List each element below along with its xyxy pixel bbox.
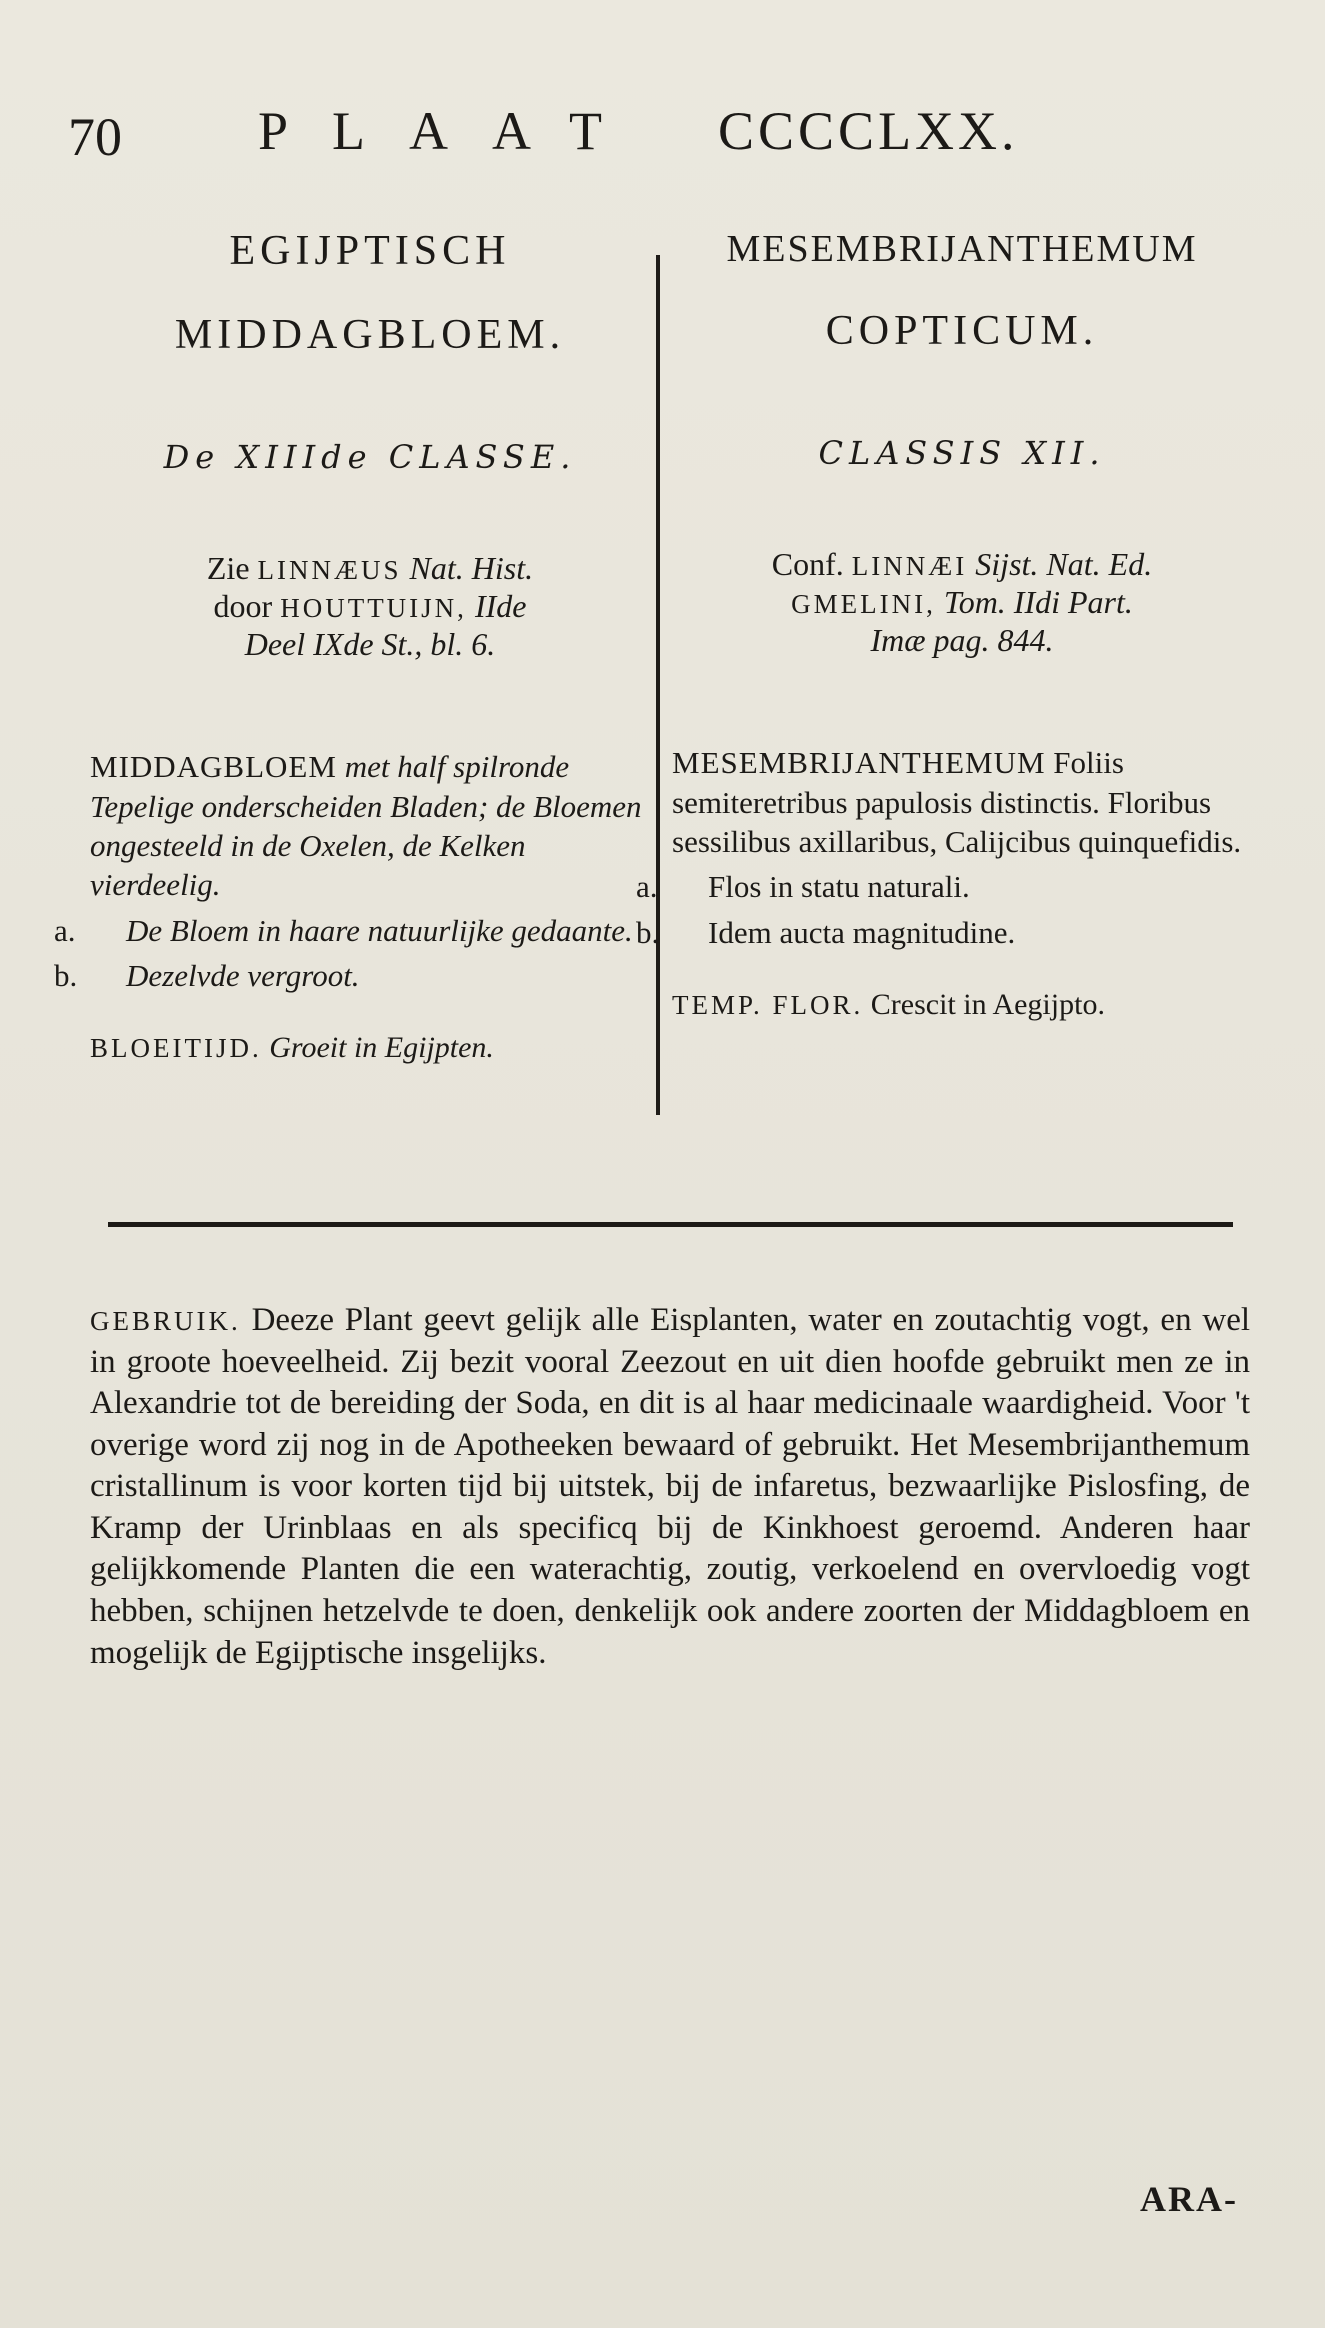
dutch-column [54,228,650,1068]
page-number: 70 [68,107,122,167]
item-a-text: De Bloem in haare natuurlijke gedaante. [126,912,633,948]
item-a-marker: a. [54,912,76,948]
flower-text: Groeit in Egijpten. [269,1031,494,1065]
usage-paragraph [90,1300,1250,1674]
item-b-text: Dezelvde vergroot. [126,958,360,994]
plate-number: CCCCLXX. [718,101,1019,161]
dutch-class-label: De XIIIde CLASSE. [163,438,577,476]
ref-translator: HOUTTUIJN, [280,592,467,623]
figure-a-caption [636,867,1252,906]
ref-author: LINNÆI [851,551,968,581]
ref-part: Deel IXde St., bl. 6. [244,625,496,662]
latin-class-label: CLASSIS XII. [818,434,1106,472]
horizontal-rule [108,1222,1233,1227]
item-b-marker: b. [54,958,78,994]
usage-label: GEBRUIK. [90,1306,241,1336]
page-header [68,100,1268,170]
latin-title-line1: MESEMBRIJANTHEMUM [726,228,1198,270]
column-divider [656,255,660,1115]
ref-volume: IIde [474,587,527,624]
ref-editor: GMELINI, [791,588,936,619]
latin-diagnosis [672,743,1252,861]
ref-by: door [213,587,273,624]
ref-prefix: Zie [206,550,250,586]
latin-description [636,743,1252,1024]
latin-reference [672,546,1252,659]
item-a-marker: a. [636,869,658,905]
dutch-flowering-time [90,1029,650,1067]
item-b-text: Idem aucta magnitudine. [708,914,1016,950]
ref-author: LINNÆUS [257,555,402,585]
latin-title-line2: COPTICUM. [825,308,1099,354]
desc-lead: MIDDAGBLOEM [90,749,337,785]
dutch-description [54,747,650,1067]
dutch-title-line1: EGIJPTISCH [229,228,511,274]
usage-text: Deeze Plant geevt gelijk alle Eisplanten, water en zoutachtig vogt, en wel in groote hoeveelheid. Zij bezit vooral Zeezout en uit dien hoofde gebruikt men ze in Alexandrie tot de bereiding der Soda, en dit is al haar medicinaale waardigheid. Voor 't overige word zij nog in de Apotheeken bewaard of gebruikt. Het Mesembrijanthemum cristallinum is voor korten tijd bij uitstek, bij de infaretus, bezwaarlijke Pislosfing, de Kramp der Urinblaas en als specificq bij de Kinkhoest geroemd. Anderen haar gelijkkomende Planten die een waterachtig, zoutig, verkoelend en overvloedig vogt hebben, schijnen hetzelvde te doen, denkelijk ook andere zoorten der Middagbloem en mogelijk de Egijptische insgelijks. [90,1302,1251,1671]
ref-work: Nat. Hist. [409,550,534,586]
figure-b-caption [636,913,1252,952]
item-b-marker: b. [636,914,660,950]
catchword: ARA- [1140,2179,1238,2219]
flower-label: BLOEITIJD. [90,1033,262,1064]
latin-column [636,228,1252,1024]
ref-page: Imæ pag. 844. [870,621,1054,658]
flower-label: TEMP. FLOR. [672,990,864,1021]
ref-volume: Tom. IIdi Part. [943,583,1133,620]
desc-text: Foliis semiteretribus papulosis distinctis. Floribus sessilibus axillaribus, Calijcibus quinquefidis. [672,745,1242,859]
latin-flowering-time [672,986,1252,1024]
desc-lead: MESEMBRIJANTHEMUM [672,745,1046,781]
plate-title: PLAAT [258,101,647,161]
dutch-reference [90,550,650,663]
dutch-diagnosis [90,747,650,904]
ref-work: Sijst. Nat. Ed. [975,546,1153,582]
ref-prefix: Conf. [771,546,844,582]
figure-b-caption [54,956,650,995]
desc-text: met half spilronde Tepelige onderscheiden Bladen; de Bloemen ongesteeld in de Oxelen, de Kelken vierdeelig. [90,749,642,903]
figure-a-caption [54,911,650,950]
dutch-title-line2: MIDDAGBLOEM. [174,312,566,358]
flower-text: Crescit in Aegijpto. [870,988,1105,1022]
item-a-text: Flos in statu naturali. [708,869,970,905]
